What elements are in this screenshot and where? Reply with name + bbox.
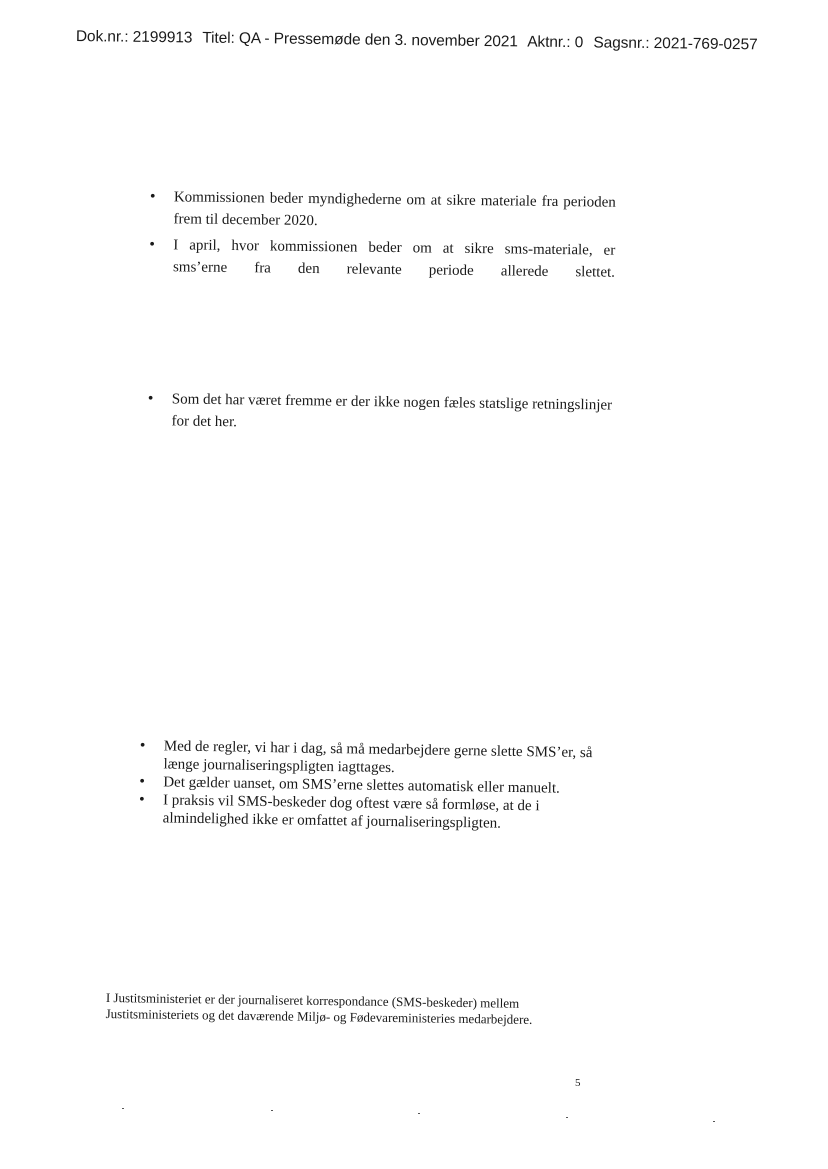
bullet-list xyxy=(137,737,598,834)
scan-speck xyxy=(271,1110,273,1111)
bullet-section-1 xyxy=(147,186,616,288)
bullet-list xyxy=(147,186,616,284)
bullet-list xyxy=(145,388,616,439)
bullet-item: • Kommissionen beder myndighederne om at sikre materiale fra perioden frem til december 2020. xyxy=(147,186,616,236)
scan-speck xyxy=(566,1117,568,1118)
bullet-item: • Det gælder uanset, om SMS’erne slettes automatisk eller manuelt. xyxy=(137,773,597,798)
bullet-section-2 xyxy=(145,388,616,439)
doc-number: Dok.nr.: 2199913 xyxy=(75,28,193,47)
page-number: 5 xyxy=(575,1077,581,1089)
case-number: Sagsnr.: 2021-769-0257 xyxy=(593,34,758,54)
scan-speck xyxy=(713,1121,715,1122)
footnote: I Justitsministeriet er der journaliseret korrespondance (SMS-beskeder) mellem Justitsministeriets og det daværende Miljø- og Fødevareministeries medarbejdere. xyxy=(105,990,533,1027)
act-number: Aktnr.: 0 xyxy=(527,33,584,52)
bullet-item: • I april, hvor kommissionen beder om at sikre sms-materiale, er sms’erne fra den relevante periode allerede slettet. xyxy=(147,234,616,284)
scan-speck xyxy=(122,1108,124,1109)
bullet-section-3 xyxy=(137,737,598,834)
bullet-item: • Med de regler, vi har i dag, så må medarbejdere gerne slette SMS’er, så længe journaliseringspligten iagttages. xyxy=(137,737,598,780)
scan-speck xyxy=(418,1113,420,1114)
bullet-item: • I praksis vil SMS-beskeder dog oftest være så formløse, at de i almindelighed ikke er omfattet af journaliseringspligten. xyxy=(137,791,598,834)
doc-title: Titel: QA - Pressemøde den 3. november 2021 xyxy=(202,29,518,51)
bullet-item: • Som det har været fremme er der ikke nogen fæles statslige retningslinjer for det her. xyxy=(145,388,616,439)
document-header xyxy=(76,28,796,55)
